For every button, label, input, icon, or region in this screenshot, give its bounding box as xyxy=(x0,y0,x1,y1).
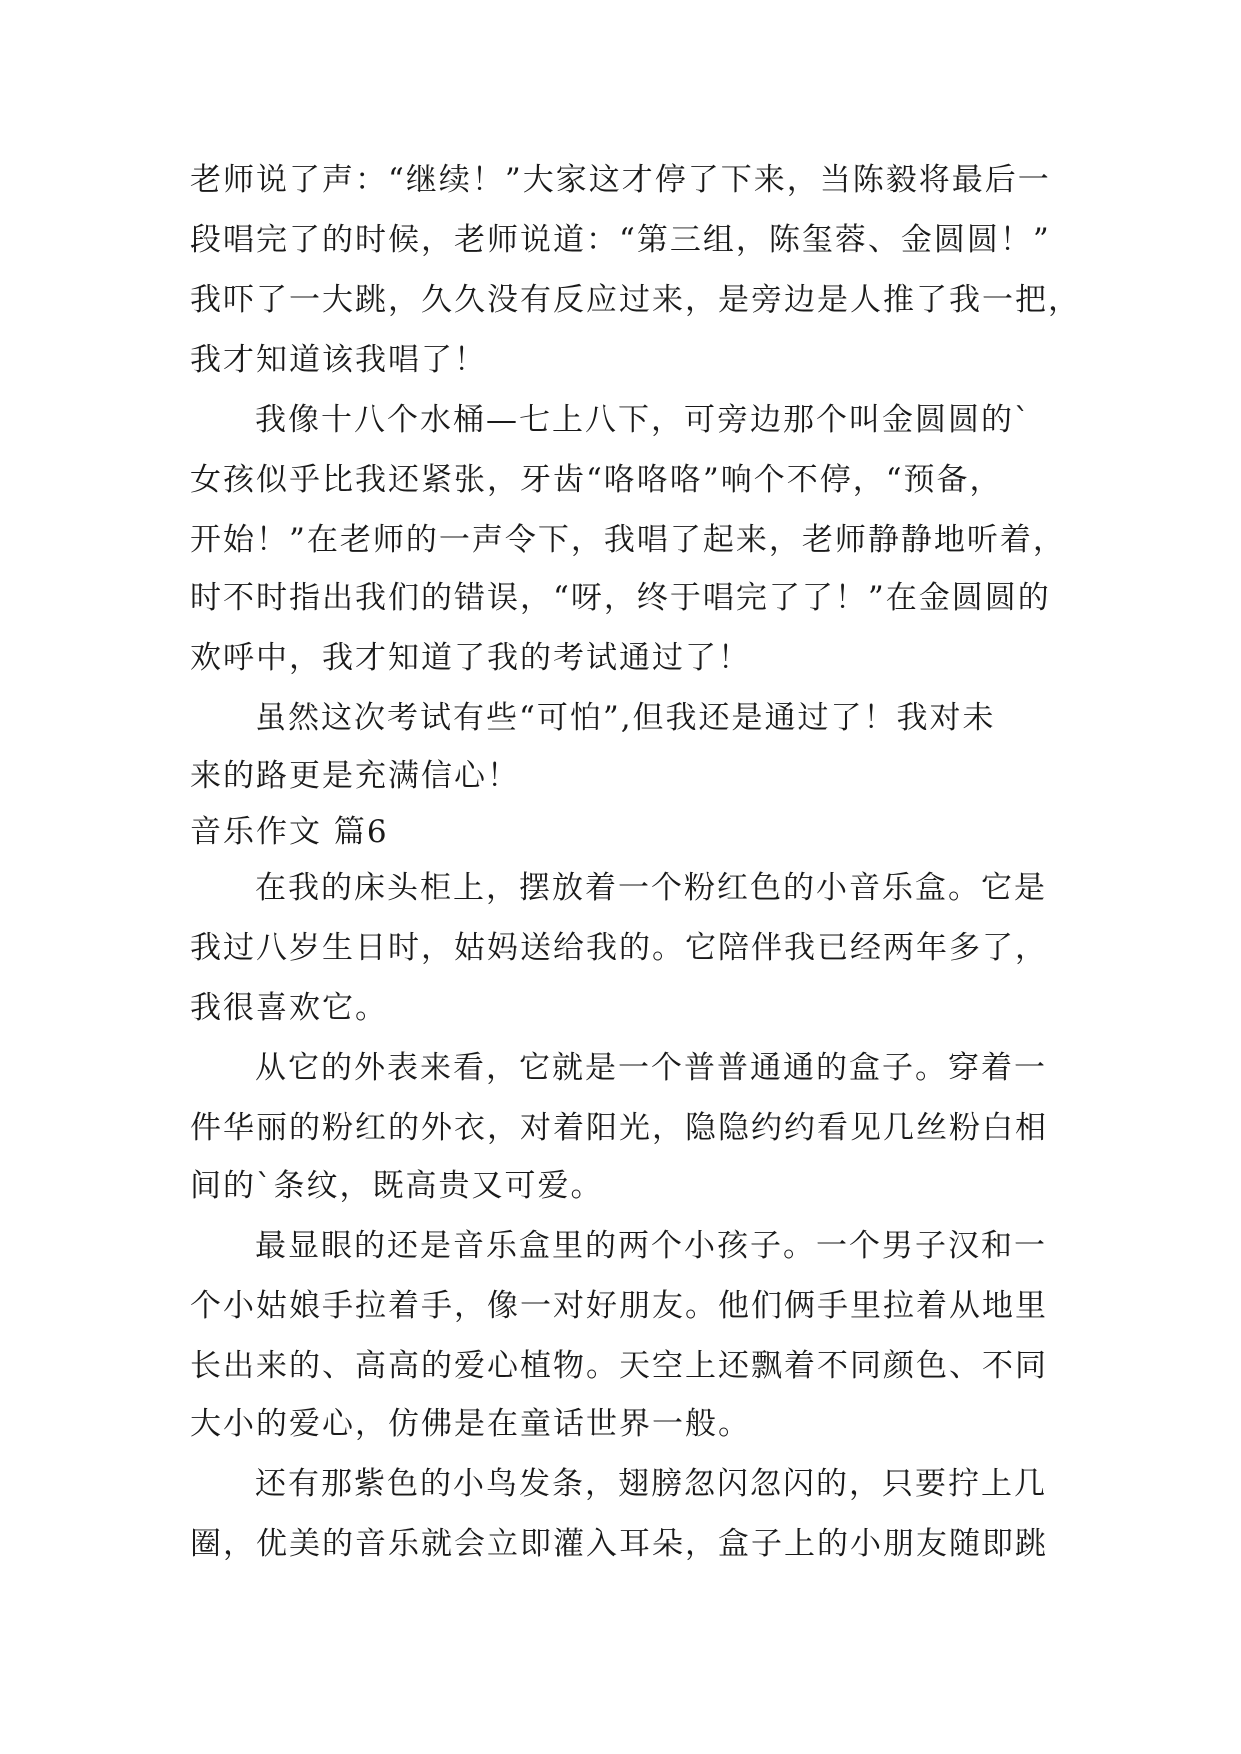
paragraph-first-line: 最显眼的还是音乐盒里的两个小孩子。一个男子汉和一 xyxy=(255,1228,1047,1264)
text-line: 我吓了一大跳，久久没有反应过来，是旁边是人推了我一把， xyxy=(190,282,1081,318)
text-line: 个小姑娘手拉着手，像一对好朋友。他们俩手里拉着从地里 xyxy=(190,1288,1048,1324)
text-line: 间的`条纹，既高贵又可爱。 xyxy=(190,1168,604,1204)
section-heading: 音乐作文 篇6 xyxy=(190,814,389,850)
text-line: 段唱完了的时候，老师说道：“第三组，陈玺蓉、金圆圆！” xyxy=(190,222,1051,258)
text-line: 我才知道该我唱了！ xyxy=(190,342,487,378)
text-line: 件华丽的粉红的外衣，对着阳光，隐隐约约看见几丝粉白相 xyxy=(190,1110,1048,1146)
paragraph-first-line: 还有那紫色的小鸟发条，翅膀忽闪忽闪的，只要拧上几 xyxy=(255,1466,1047,1502)
paragraph-first-line: 从它的外表来看，它就是一个普普通通的盒子。穿着一 xyxy=(255,1050,1047,1086)
text-line: 来的路更是充满信心！ xyxy=(190,758,520,794)
text-line: 老师说了声：“继续！”大家这才停了下来，当陈毅将最后一 xyxy=(190,162,1051,198)
text-line: 欢呼中，我才知道了我的考试通过了！ xyxy=(190,640,751,676)
text-line: 我过八岁生日时，姑妈送给我的。它陪伴我已经两年多了， xyxy=(190,930,1048,966)
text-line: 开始！”在老师的一声令下，我唱了起来，老师静静地听着， xyxy=(190,522,1066,558)
text-line: 大小的爱心，仿佛是在童话世界一般。 xyxy=(190,1406,751,1442)
text-line: 女孩似乎比我还紧张，牙齿“咯咯咯”响个不停，“预备， xyxy=(190,462,1003,498)
text-line: 我很喜欢它。 xyxy=(190,990,388,1026)
paragraph-first-line: 在我的床头柜上，摆放着一个粉红色的小音乐盒。它是 xyxy=(255,870,1047,906)
paragraph-first-line: 虽然这次考试有些“可怕”,但我还是通过了！我对未 xyxy=(255,700,996,736)
paragraph-first-line: 我像十八个水桶—七上八下，可旁边那个叫金圆圆的` xyxy=(255,402,1032,438)
text-line: 长出来的、高高的爱心植物。天空上还飘着不同颜色、不同 xyxy=(190,1348,1048,1384)
text-line: 圈，优美的音乐就会立即灌入耳朵，盒子上的小朋友随即跳 xyxy=(190,1526,1048,1562)
text-line: 时不时指出我们的错误，“呀，终于唱完了了！”在金圆圆的 xyxy=(190,580,1051,616)
